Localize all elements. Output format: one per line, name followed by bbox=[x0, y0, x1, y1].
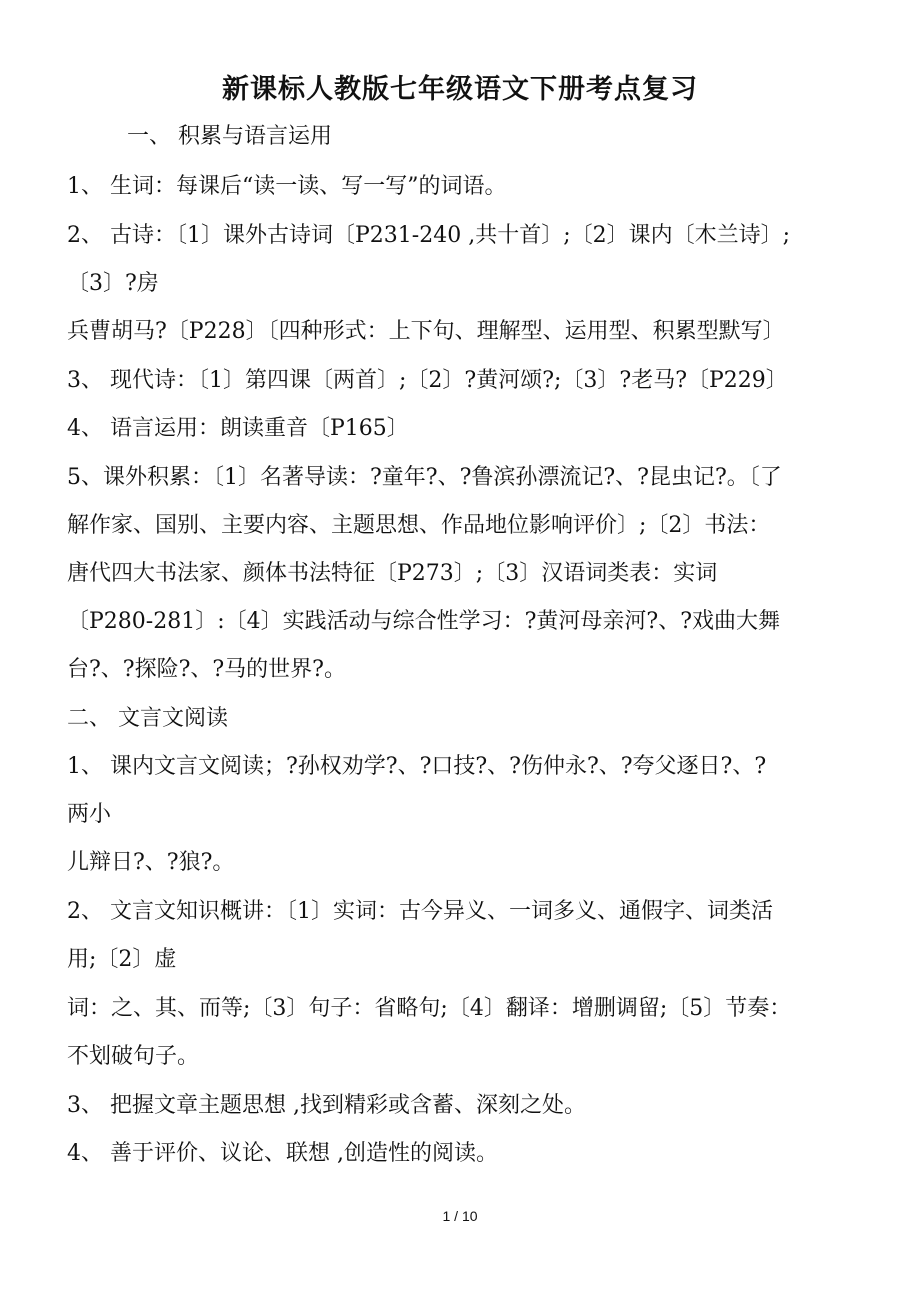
text-line: 解作家、国别、主要内容、主题思想、作品地位影响评价〕;〔2〕书法： bbox=[67, 513, 771, 538]
section-heading-2: 二、 文言文阅读 bbox=[67, 706, 228, 731]
text-line: 4、 善于评价、议论、联想 ,创造性的阅读。 bbox=[67, 1141, 498, 1166]
text-line: 1、 生词：每课后“读一读、写一写”的词语。 bbox=[67, 174, 507, 199]
text-line: 2、 文言文知识概讲：〔1〕实词：古今异义、一词多义、通假字、词类活 bbox=[67, 899, 773, 924]
text-line: 2、 古诗：〔1〕课外古诗词〔P231-240 ,共十首〕;〔2〕课内〔木兰诗〕; bbox=[67, 223, 791, 248]
text-line: 两小 bbox=[67, 802, 112, 827]
section-heading-1: 一、 积累与语言运用 bbox=[127, 124, 332, 149]
text-line: 用;〔2〕虚 bbox=[67, 947, 177, 972]
text-line: 1、 课内文言文阅读；?孙权劝学?、?口技?、?伤仲永?、?夸父逐日?、? bbox=[67, 754, 767, 779]
text-line: 4、 语言运用：朗读重音〔P165〕 bbox=[67, 416, 409, 441]
text-line: 3、 现代诗：〔1〕第四课〔两首〕;〔2〕?黄河颂?;〔3〕?老马?〔P229〕 bbox=[67, 368, 788, 393]
document-title: 新课标人教版七年级语文下册考点复习 bbox=[222, 74, 698, 105]
text-line: 词：之、其、而等;〔3〕句子：省略句;〔4〕翻译：增删调留;〔5〕节奏： bbox=[67, 996, 792, 1021]
page-number: 1 / 10 bbox=[442, 1208, 478, 1224]
text-line: 儿辩日?、?狼?。 bbox=[67, 850, 235, 875]
text-line: 〔P280-281〕:〔4〕实践活动与综合性学习：?黄河母亲河?、?戏曲大舞 bbox=[67, 609, 781, 634]
text-line: 不划破句子。 bbox=[67, 1044, 200, 1069]
text-line: 唐代四大书法家、颜体书法特征〔P273〕;〔3〕汉语词类表：实词 bbox=[67, 561, 718, 586]
text-line: 〔3〕?房 bbox=[67, 271, 159, 296]
text-line: 5、课外积累：〔1〕名著导读：?童年?、?鲁滨孙漂流记?、?昆虫记?。〔了 bbox=[67, 465, 782, 490]
text-line: 兵曹胡马?〔P228〕〔四种形式：上下句、理解型、运用型、积累型默写〕 bbox=[67, 319, 785, 344]
text-line: 台?、?探险?、?马的世界?。 bbox=[67, 657, 346, 682]
text-line: 3、 把握文章主题思想 ,找到精彩或含蓄、深刻之处。 bbox=[67, 1093, 586, 1118]
